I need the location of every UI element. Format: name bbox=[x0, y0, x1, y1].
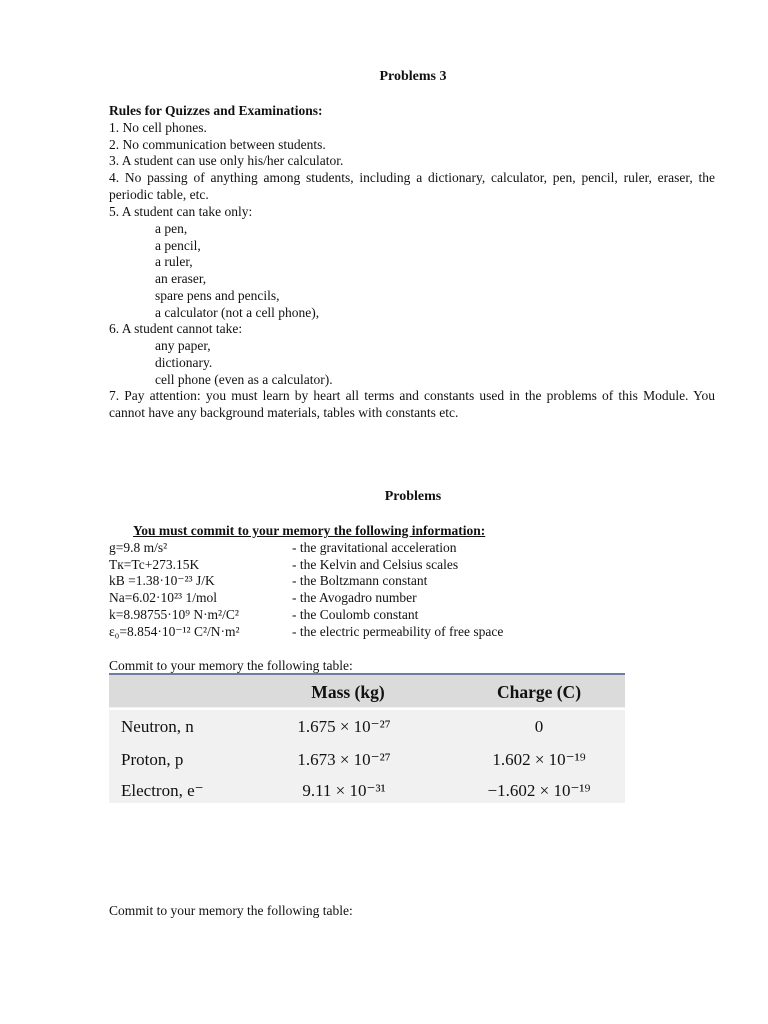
rule-1: 1. No cell phones. bbox=[109, 120, 207, 135]
rule-7: 7. Pay attention: you must learn by heart all terms and constants used in the problems of this Module. You cannot have any background materials, tables with constants etc. bbox=[109, 388, 715, 420]
constant-description: - the Coulomb constant bbox=[292, 607, 419, 622]
rule-6: 6. A student cannot take: bbox=[109, 321, 243, 336]
particle-mass: 9.11 × 10⁻³¹ bbox=[302, 781, 386, 800]
constant-formula: g=9.8 m/s² bbox=[109, 540, 168, 555]
rule-5-item: a pen, bbox=[155, 221, 188, 236]
particle-name: Neutron, n bbox=[121, 717, 194, 736]
constant-formula: Tк=Tc+273.15K bbox=[109, 557, 200, 572]
rule-5-item: a calculator (not a cell phone), bbox=[155, 305, 320, 320]
table-intro-2: Commit to your memory the following table: bbox=[109, 903, 353, 918]
particle-charge: 1.602 × 10⁻¹⁹ bbox=[492, 750, 586, 769]
constant-description: - the electric permeability of free space bbox=[292, 624, 504, 639]
table-intro: Commit to your memory the following table: bbox=[109, 658, 353, 673]
constant-description: - the Boltzmann constant bbox=[292, 573, 428, 588]
rule-5-item: spare pens and pencils, bbox=[155, 288, 280, 303]
problems-heading: Problems bbox=[384, 489, 442, 504]
constant-formula: Na=6.02·10²³ 1/mol bbox=[109, 590, 217, 605]
rules-heading: Rules for Quizzes and Examinations: bbox=[109, 103, 323, 118]
rule-5-item: a ruler, bbox=[155, 254, 193, 269]
constant-description: - the Kelvin and Celsius scales bbox=[292, 557, 459, 572]
rule-2: 2. No communication between students. bbox=[109, 137, 326, 152]
constant-formula: ε₀=8.854·10⁻¹² C²/N·m² bbox=[109, 624, 240, 639]
particle-charge: 0 bbox=[534, 717, 544, 736]
rule-5: 5. A student can take only: bbox=[109, 204, 253, 219]
rule-3: 3. A student can use only his/her calculator. bbox=[109, 153, 344, 168]
particle-mass: 1.675 × 10⁻²⁷ bbox=[297, 717, 391, 736]
rule-5-item: a pencil, bbox=[155, 238, 201, 253]
particle-charge: −1.602 × 10⁻¹⁹ bbox=[487, 781, 591, 800]
rule-6-item: dictionary. bbox=[155, 355, 213, 370]
particle-table bbox=[109, 673, 625, 803]
rule-4: 4. No passing of anything among students, including a dictionary, calculator, pen, pencil, ruler, eraser, the periodic table, etc. bbox=[109, 170, 715, 202]
rule-6-item: cell phone (even as a calculator). bbox=[155, 372, 333, 387]
rule-6-item: any paper, bbox=[155, 338, 211, 353]
constant-description: - the gravitational acceleration bbox=[292, 540, 457, 555]
particle-name: Electron, e⁻ bbox=[121, 781, 204, 800]
page-title: Problems 3 bbox=[379, 69, 447, 84]
particle-name: Proton, p bbox=[121, 750, 184, 769]
constant-description: - the Avogadro number bbox=[292, 590, 417, 605]
constant-formula: k=8.98755·10⁹ N·m²/C² bbox=[109, 607, 239, 622]
rule-5-item: an eraser, bbox=[155, 271, 207, 286]
particle-mass: 1.673 × 10⁻²⁷ bbox=[297, 750, 391, 769]
header-charge: Charge (C) bbox=[496, 682, 582, 702]
header-mass: Mass (kg) bbox=[311, 682, 385, 702]
commit-heading: You must commit to your memory the following information: bbox=[133, 523, 486, 538]
constant-formula: kB =1.38·10⁻²³ J/K bbox=[109, 573, 215, 588]
